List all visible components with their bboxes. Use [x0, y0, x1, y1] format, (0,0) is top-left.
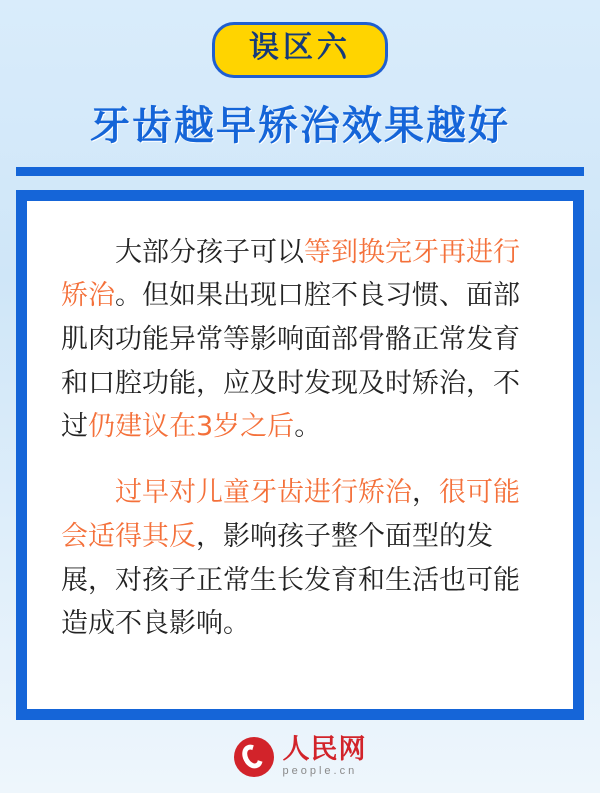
content-card-inner [25, 199, 575, 711]
logo-name-cn: 人民网 [282, 734, 367, 765]
highlighted-text: 很可能会适得其反 [61, 477, 520, 552]
people-cn-logo-icon [234, 737, 274, 777]
logo-name-en: people.cn [282, 765, 358, 777]
section-badge: 误区六 [212, 22, 388, 78]
logo-text-block [283, 736, 367, 777]
plain-text: ，影响孩子整个面型的发展，对孩子正常生长发育和生活也可能造成不良影响。 [61, 520, 520, 640]
highlighted-text: 过早对儿童牙齿进行矫治 [115, 477, 412, 509]
plain-text: 大部分孩子可以 [115, 236, 304, 268]
highlighted-text: 等到换完牙再进行矫治 [61, 236, 520, 312]
badge-container [0, 0, 600, 78]
page-title: 牙齿越早矫治效果越好 [90, 102, 510, 149]
body-paragraph-1 [61, 231, 539, 450]
plain-text: ， [412, 477, 439, 509]
highlighted-text: 仍建议在3岁之后 [88, 411, 295, 443]
body-paragraph-2 [61, 471, 539, 646]
plain-text: 。但如果出现口腔不良习惯、面部肌肉功能异常等影响面部骨骼正常发育和口腔功能，应及时发现及时矫治，不过 [61, 280, 520, 443]
content-card [16, 190, 584, 720]
plain-text: 。 [294, 411, 322, 443]
site-logo [0, 736, 600, 777]
title-divider [16, 167, 584, 176]
